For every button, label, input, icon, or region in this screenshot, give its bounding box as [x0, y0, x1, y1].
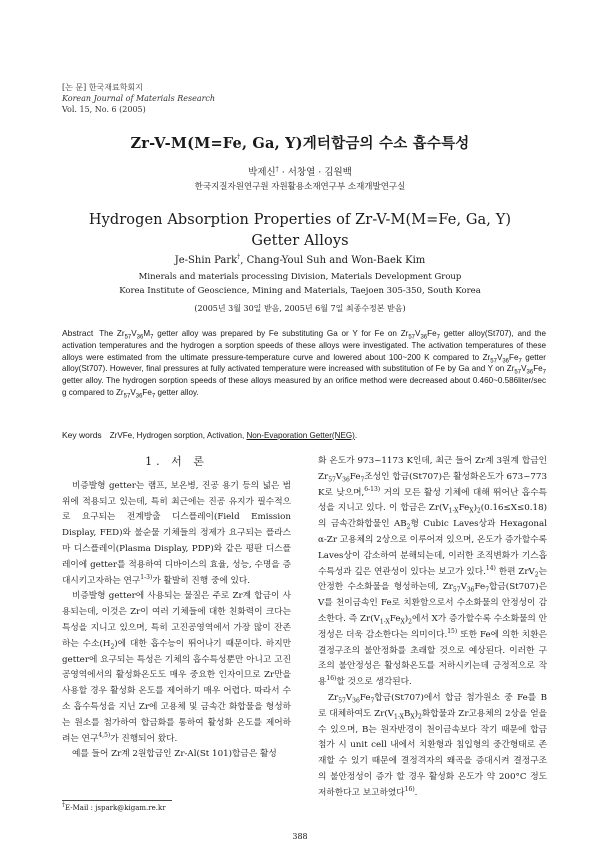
- journal-name: Korean Journal of Materials Research: [62, 94, 216, 103]
- subscript: 57: [328, 476, 336, 484]
- paragraph-text: 한편 ZrV: [495, 566, 535, 577]
- abstract-text: Fe: [509, 352, 519, 362]
- subscript: 57: [408, 334, 416, 341]
- article-type-line: [논 문] 한국재료학회지: [62, 83, 143, 92]
- paragraph-text: 형 Cubic Laves상과 Hexagonal α-Zr 고용체의 2상으로 이루어져 있으며, 온도가 증가할수록 Laves상이 감소하여 분해되는데, 이러한 조직변화가 기스흡수특성과 깊은 연관성이 있다는 보고가 있다.: [318, 519, 547, 577]
- abstract-text: M: [143, 329, 151, 338]
- paragraph-text: Fe: [359, 692, 371, 703]
- author-names: · 서창열 · 김원백: [278, 167, 352, 178]
- abstract-text: V: [521, 364, 527, 374]
- abstract-text: V: [131, 329, 137, 338]
- subscript: 36: [342, 476, 350, 484]
- citation: 4,5): [98, 731, 111, 739]
- abstract-text: V: [496, 352, 503, 362]
- subscript: 36: [135, 393, 143, 400]
- paragraph-text: ): [414, 708, 418, 719]
- keywords-label: Key words: [62, 430, 102, 440]
- citation: 6-13): [364, 485, 381, 493]
- korean-authors: [0, 164, 600, 178]
- page-number: 388: [292, 832, 308, 841]
- paragraph-text: 화 온도가 973~1173 K인데, 최근 들어 Zr계 3원계 합금인 Zr: [318, 456, 547, 482]
- abstract-text: V: [415, 329, 421, 338]
- journal-header: [62, 82, 215, 115]
- keywords-underlined: Non-Evaporation Getter(NEG): [246, 431, 355, 440]
- body-column-left: [62, 454, 291, 763]
- paragraph-text: 가 진행되어 왔다.: [110, 733, 178, 744]
- affiliation-line-1: Minerals and materials processing Division, Materials Development Group: [138, 272, 462, 282]
- abstract-text: getter alloy.: [155, 387, 199, 397]
- subscript: 7: [360, 476, 365, 484]
- paragraph: [318, 454, 547, 691]
- paragraph-text: 는 안정한 수소화물을 형성하는데, Zr: [318, 566, 547, 593]
- paragraph-text: Zr: [328, 692, 339, 703]
- abstract-text: Fe: [427, 329, 437, 338]
- subscript: 57: [514, 370, 522, 376]
- abstract-text: getter alloy(St707). However, final pressures at fully activated temperature were increased with substitution of Fe by Ga and Y on Zr: [62, 352, 546, 374]
- paragraph-text: 또한 Fe에 의한 치환은 결정구조의 불안정화를 초래할 것으로 예상된다. 이러한 구조의 불안정성은 활성화온도를 저하시키는데 긍정적으로 작용: [318, 629, 547, 688]
- section-heading: 1. 서 론: [145, 455, 208, 468]
- paragraph-text: B: [403, 708, 411, 719]
- paragraph-text: 합금(St707)에서 합금 첨가원소 중 Fe를 B로 대체하여도 Zr(V: [318, 692, 547, 719]
- affiliation-line-2: Korea Institute of Geoscience, Mining and Materials, Taejoen 305-350, South Korea: [119, 286, 481, 296]
- abstract-text: getter alloy. The hydrogen sorption speeds of these alloys measured by an orifice method were decreased about 0.460~0.586liter/sec g compared to Zr: [62, 376, 546, 397]
- subscript: 57: [490, 358, 497, 365]
- paragraph-text: Fe: [458, 503, 470, 514]
- abstract-text: Fe: [142, 387, 152, 397]
- subscript: X: [410, 713, 415, 721]
- subscript: 36: [526, 370, 534, 376]
- citation: 16): [404, 785, 415, 793]
- paragraph-text: 화합물과 Zr고용체의 2상을 얻을 수 있으며, B는 원자반경이 천이금속보다 작기 때문에 합금 첨가 시 unit cell 내에서 치환형과 침입형의 중간형태로 존재할 수 있기 때문에 결정격자의 왜곡을 증대시켜 결정구조의 불안정성이 증가 할 경우 활성화 온도가 약 200°C 정도 저하한다고 보고하였다: [318, 708, 547, 798]
- footnote-mark: †: [62, 801, 65, 809]
- subscript: 57: [123, 393, 131, 400]
- keywords: [62, 430, 546, 440]
- paragraph-text: V: [335, 471, 343, 482]
- paragraph-text: Fe: [349, 471, 361, 482]
- korean-affiliation: 한국지질자원연구원 자원활용소재연구부 소재개발연구실: [194, 182, 406, 192]
- abstract-text: getter alloy(St707), and the activation temperatures and the hydrogen a sorption speeds of these alloys were investigated. The activation temperatures of these alloys were estimated from the ultimate pressure-temperature curve and lowered about 100~200 K compared to Zr: [62, 329, 547, 362]
- subscript: 1-X: [448, 508, 459, 516]
- subscript: 36: [420, 334, 428, 341]
- received-dates: (2005년 3월 30일 받음, 2005년 6월 7일 최종수정본 받음): [194, 304, 406, 313]
- abstract-text: V: [130, 387, 136, 397]
- corresponding-mark: †: [275, 165, 279, 173]
- subscript: 7: [370, 697, 375, 705]
- citation: 1-3): [140, 573, 153, 581]
- paragraph: [62, 589, 291, 747]
- subscript: 2: [110, 643, 115, 651]
- keywords-text: ZrVFe, Hydrogen sorption, Activation,: [109, 431, 247, 440]
- subscript: X: [469, 508, 474, 516]
- paragraph-text: 거의 모든 활성 기체에 대해 뛰어난 흡수특성을 지니고 있다. 이 합금은 Zr(V: [318, 487, 547, 514]
- subscript: 7: [518, 358, 522, 365]
- paragraph-text: Fe: [389, 613, 401, 624]
- subscript: 57: [338, 697, 346, 705]
- subscript: 2: [406, 523, 411, 531]
- subscript: 2: [418, 713, 422, 721]
- subscript: X: [400, 618, 405, 626]
- subscript: 2: [534, 571, 539, 579]
- author-name: 박제신: [248, 167, 276, 178]
- korean-title: Zr-V-M(M=Fe, Ga, Y)게터합금의 수소 흡수특성: [130, 135, 470, 152]
- subscript: 36: [352, 697, 360, 705]
- author-names: , Chang-Youl Suh and Won-Baek Kim: [240, 255, 426, 266]
- abstract-text: Fe: [533, 364, 543, 374]
- paragraph: [62, 479, 291, 590]
- paragraph-text: ): [404, 613, 409, 624]
- english-title-line-1: Hydrogen Absorption Properties of Zr-V-M(M=Fe, Ga, Y): [88, 212, 512, 228]
- footnote: [62, 801, 166, 812]
- paragraph-text: V: [460, 582, 467, 593]
- paragraph-text: 할 것으로 생각된다.: [336, 677, 412, 688]
- subscript: 7: [151, 393, 156, 400]
- subscript: 36: [466, 587, 475, 595]
- subscript: 57: [124, 334, 132, 341]
- subscript: 2: [476, 508, 481, 516]
- subscript: 7: [150, 334, 154, 341]
- abstract-label: Abstract: [62, 328, 94, 338]
- abstract-text: getter alloy was prepared by Fe substituting Ga or Y for Fe on Zr: [153, 329, 409, 338]
- author-name: Je-Shin Park: [174, 255, 238, 266]
- subscript: 57: [452, 587, 461, 595]
- english-title: [0, 210, 600, 252]
- abstract-text: The Zr: [99, 329, 125, 338]
- paragraph-text: 비증발형 getter에 사용되는 물질은 주로 Zr계 합금이 사용되는데, 이것은 Zr이 여러 기체들에 대한 친화력이 크다는 특성을 지니고 있으며, 특히 고진공영역에서 가장 많이 잔존하는 수소(H: [62, 591, 291, 649]
- subscript: 1-X: [394, 713, 404, 721]
- paragraph-text: 비증발형 getter는 램프, 보온병, 진공 용기 등의 넓은 범위에 적용되고 있는데, 특히 최근에는 진공 유지가 필수적으로 요구되는 전계방출 디스플레이(Field Emission Display, FED)와 불순물 기체들의 정제가 요구되는 플라스마 디스플레이(Plasma Display, PDP)와 같은 평판 디스플레이에 getter를 적용하여 디바이스의 효율, 성능, 수명을 증대시키고자하는 연구: [62, 480, 291, 586]
- body-column-right: [318, 454, 547, 802]
- journal-volume: Vol. 15, No. 6 (2005): [62, 105, 146, 114]
- paragraph-text: 예를 들어 Zr계 2원합금인 Zr-Al(St 101)합금은 활성: [72, 749, 277, 760]
- corresponding-mark: †: [237, 253, 241, 261]
- citation: 16): [326, 675, 337, 683]
- paragraph-text: 가 활발히 진행 중에 있다.: [152, 575, 251, 586]
- subscript: 7: [485, 587, 490, 595]
- paragraph-text: .: [414, 787, 418, 798]
- paragraph-text: V: [345, 692, 353, 703]
- footnote-email: E-Mail : jspark@kigam.re.kr: [65, 804, 166, 812]
- subscript: 7: [436, 334, 440, 341]
- paragraph-text: 조성인 합금(St707)은 활성화온도가 673~773 K로 낮으며,: [318, 471, 547, 498]
- subscript: 36: [502, 358, 510, 365]
- paragraph-text: (0.16≤X≤0.18)의 금속간화합물인 AB: [318, 503, 547, 530]
- citation: 14): [485, 564, 496, 572]
- keywords-end: .: [354, 431, 358, 440]
- footnote-divider: [62, 800, 172, 801]
- citation: 15): [447, 627, 458, 635]
- paragraph-text: Fe: [474, 582, 486, 593]
- subscript: 36: [136, 334, 144, 341]
- paragraph-text: ): [473, 503, 477, 514]
- abstract: [62, 328, 546, 399]
- subscript: 2: [408, 618, 412, 626]
- paragraph-text: 합금(St707)은 V를 천이금속인 Fe로 치환함으로서 수소화물의 안정성이 감소한다. 즉 Zr(V: [318, 582, 547, 624]
- subscript: 1-X: [379, 618, 390, 626]
- english-affiliation: [0, 270, 600, 298]
- paragraph: [62, 747, 291, 763]
- paragraph-text: 에서 X가 증가할수록 수소화물의 안정성은 더욱 감소한다는 의미이다.: [318, 613, 547, 640]
- english-title-line-2: Getter Alloys: [251, 233, 349, 249]
- paragraph: [318, 691, 547, 802]
- paragraph-text: )에 대한 흡수능이 뛰어나기 때문이다. 하지만 getter에 요구되는 특성은 기체의 흡수특성뿐만 아니고 고진공영역에서의 활성화온도도 매우 중요한 인자이므로 Zr만을 사용할 경우 활성화 온도를 제어하기 매우 어렵다. 따라서 수소 흡수특성을 지닌 Zr에 고용체 및 금속간 화합물을 형성하는 원소를 첨가하여 합금화를 통하여 활성화 온도를 제어하려는 연구: [62, 638, 291, 744]
- english-authors: [0, 255, 600, 266]
- subscript: 7: [542, 370, 546, 376]
